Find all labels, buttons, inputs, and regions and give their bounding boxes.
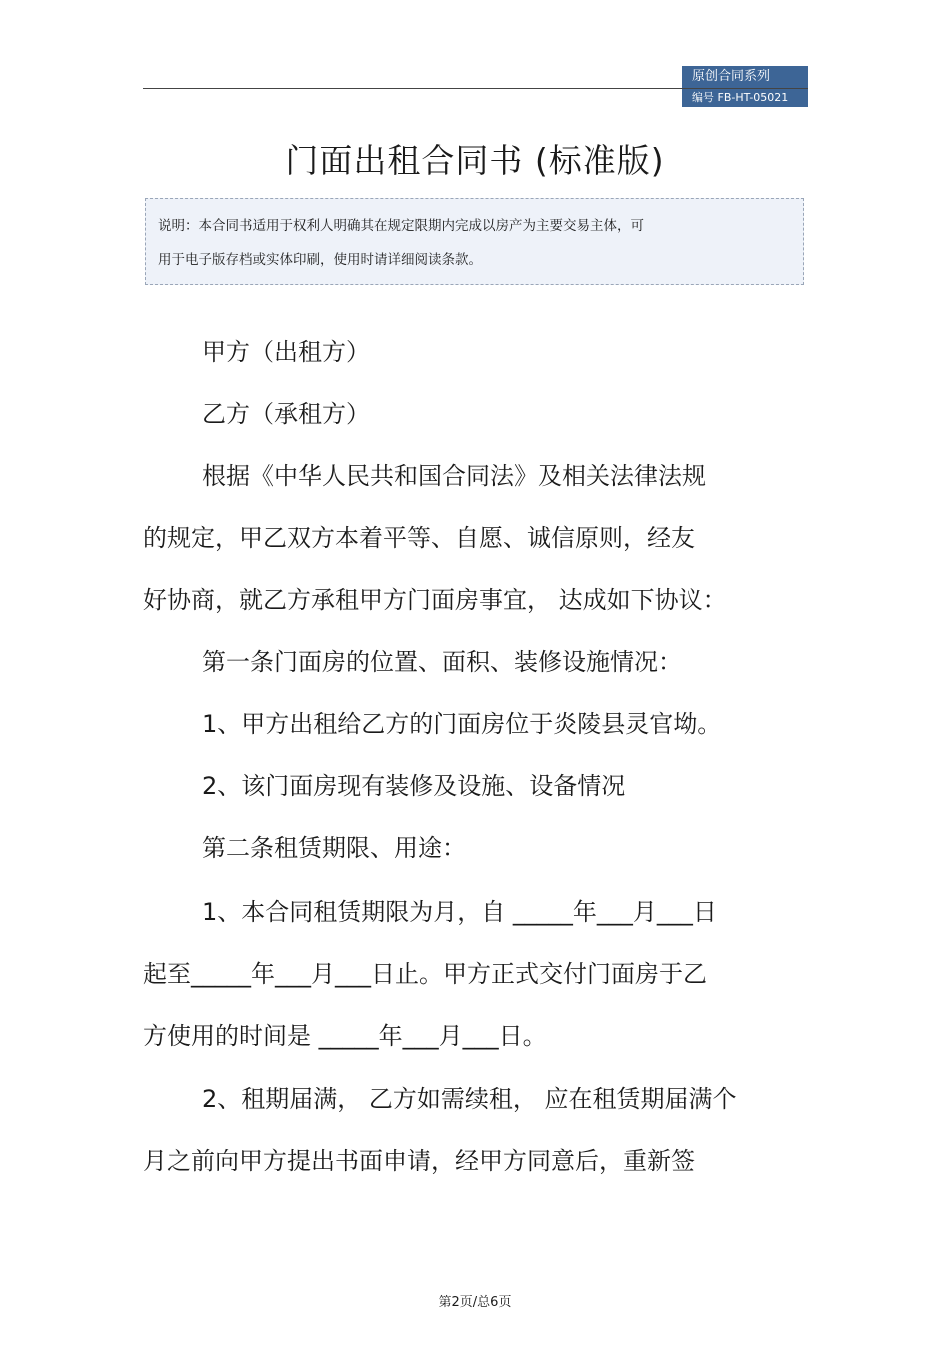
page-number: 第2页/总6页	[438, 1295, 512, 1310]
series-badge: 原创合同系列	[682, 66, 808, 88]
paragraph-line: 1、甲方出租给乙方的门面房位于炎陵县灵官坳。	[202, 710, 722, 738]
paragraph-line: 好协商，就乙方承租甲方门面房事宜， 达成如下协议：	[143, 586, 727, 614]
note-box	[145, 198, 804, 285]
paragraph-line: 月之前向甲方提出书面申请，经甲方同意后，重新签	[143, 1147, 695, 1175]
document-title: 门面出租合同书 (标准版)	[285, 141, 665, 180]
party-b-line: 乙方（承租方）	[202, 400, 370, 428]
document-code-badge: 编号 FB-HT-05021	[682, 89, 808, 107]
paragraph-line: 1、本合同租赁期限为月，自 _____年___月___日	[202, 898, 717, 926]
paragraph-line: 的规定，甲乙双方本着平等、自愿、诚信原则，经友	[143, 524, 695, 552]
note-line-2: 用于电子版存档或实体印刷，使用时请详细阅读条款。	[158, 252, 482, 268]
party-a-line: 甲方（出租方）	[202, 338, 370, 366]
paragraph-line: 起至_____年___月___日止。甲方正式交付门面房于乙	[143, 960, 707, 988]
paragraph-line: 2、该门面房现有装修及设施、设备情况	[202, 772, 626, 800]
article-heading: 第一条门面房的位置、面积、装修设施情况：	[202, 648, 682, 676]
note-line-1: 说明：本合同书适用于权利人明确其在规定限期内完成以房产为主要交易主体，可	[158, 218, 644, 234]
article-heading: 第二条租赁期限、用途：	[202, 834, 466, 862]
paragraph-line: 根据《中华人民共和国合同法》及相关法律法规	[202, 462, 706, 490]
paragraph-line: 方使用的时间是 _____年___月___日。	[143, 1022, 547, 1050]
paragraph-line: 2、租期届满， 乙方如需续租， 应在租赁期届满个	[202, 1085, 737, 1113]
